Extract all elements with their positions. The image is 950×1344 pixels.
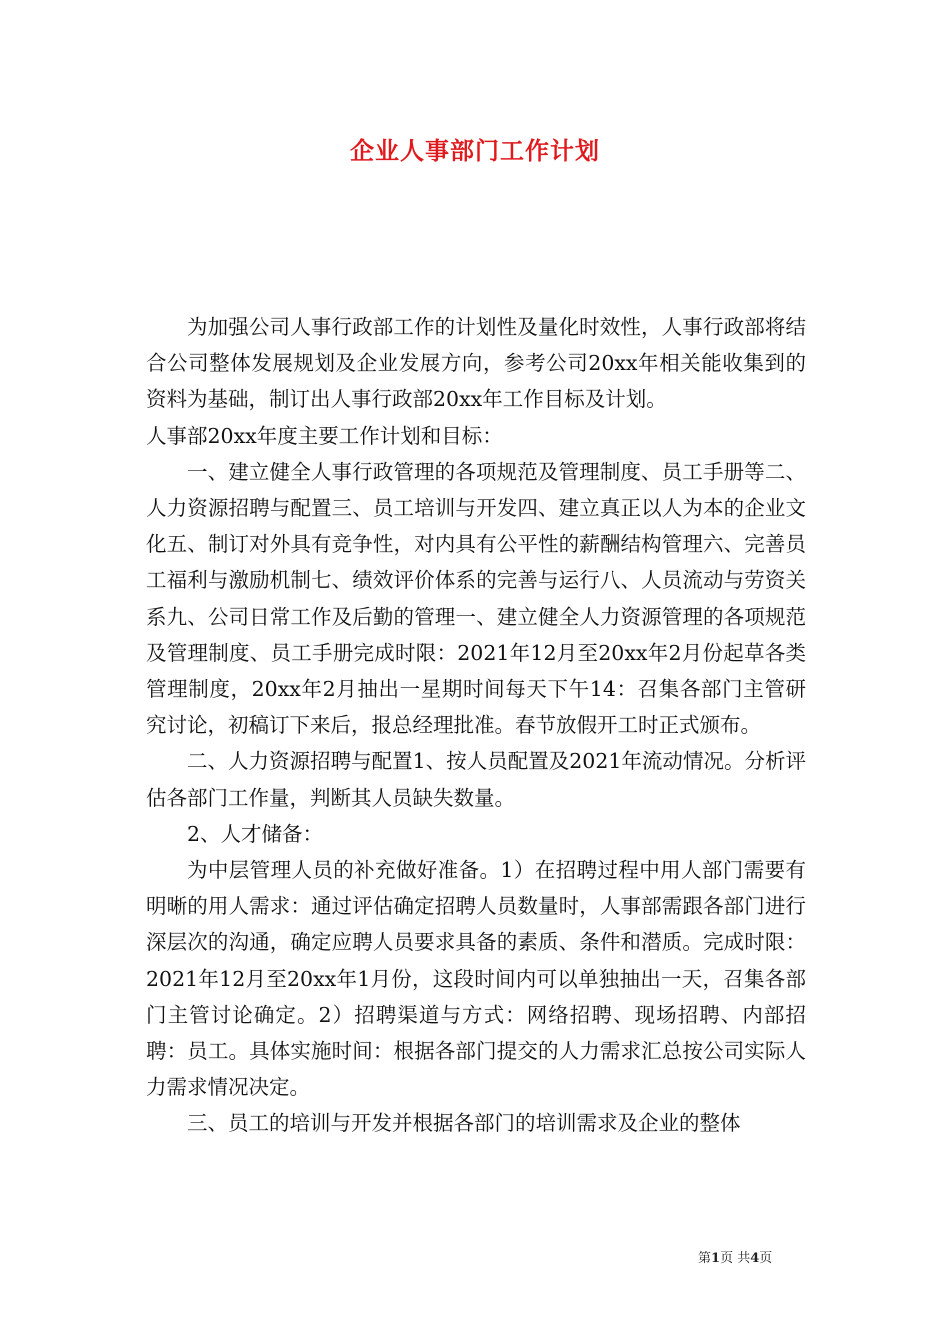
paragraph-intro: 为加强公司人事行政部工作的计划性及量化时效性，人事行政部将结合公司整体发展规划及企业发展方向，参考公司20xx年相关能收集到的资料为基础，制订出人事行政部20xx年工作目标及计划。 xyxy=(146,315,806,412)
footer-suffix: 页 xyxy=(759,1251,773,1266)
paragraph-section-1: 一、建立健全人事行政管理的各项规范及管理制度、员工手册等二、人力资源招聘与配置三、员工培训与开发四、建立真正以人为本的企业文化五、制订对外具有竞争性，对内具有公平性的薪酬结构管理六、完善员工福利与激励机制七、绩效评价体系的完善与运行八、人员流动与劳资关系九、公司日常工作及后勤的管理一、建立健全人力资源管理的各项规范及管理制度、员工手册完成时限：2021年12月至20xx年2月份起草各类管理制度，20xx年2月抽出一星期时间每天下午14：召集各部门主管研究讨论，初稿订下来后，报总经理批准。春节放假开工时正式颁布。 xyxy=(146,459,806,738)
paragraph-section-3: 三、员工的培训与开发并根据各部门的培训需求及企业的整体 xyxy=(187,1111,741,1136)
footer-total-pages: 4 xyxy=(750,1251,760,1266)
footer-current-page: 1 xyxy=(711,1251,721,1266)
document-body xyxy=(146,309,806,1142)
paragraph-goals-heading: 人事部20xx年度主要工作计划和目标： xyxy=(146,423,503,448)
footer-middle: 页 共 xyxy=(720,1251,751,1266)
paragraph-section-2: 二、人力资源招聘与配置1、按人员配置及2021年流动情况。分析评估各部门工作量，判断其人员缺失数量。 xyxy=(146,749,806,810)
paragraph-recruitment-detail: 为中层管理人员的补充做好准备。1）在招聘过程中用人部门需要有明晰的用人需求：通过评估确定招聘人员数量时，人事部需跟各部门进行深层次的沟通，确定应聘人员要求具备的素质、条件和潜质。完成时限：2021年12月至20xx年1月份，这段时间内可以单独抽出一天，召集各部门主管讨论确定。2）招聘渠道与方式：网络招聘、现场招聘、内部招聘：员工。具体实施时间：根据各部门提交的人力需求汇总按公司实际人力需求情况决定。 xyxy=(146,858,806,1100)
paragraph-talent-reserve: 2、人才储备： xyxy=(187,821,324,846)
document-title: 企业人事部门工作计划 xyxy=(350,136,600,165)
footer-prefix: 第 xyxy=(698,1251,712,1266)
page-number-footer xyxy=(698,1247,772,1266)
